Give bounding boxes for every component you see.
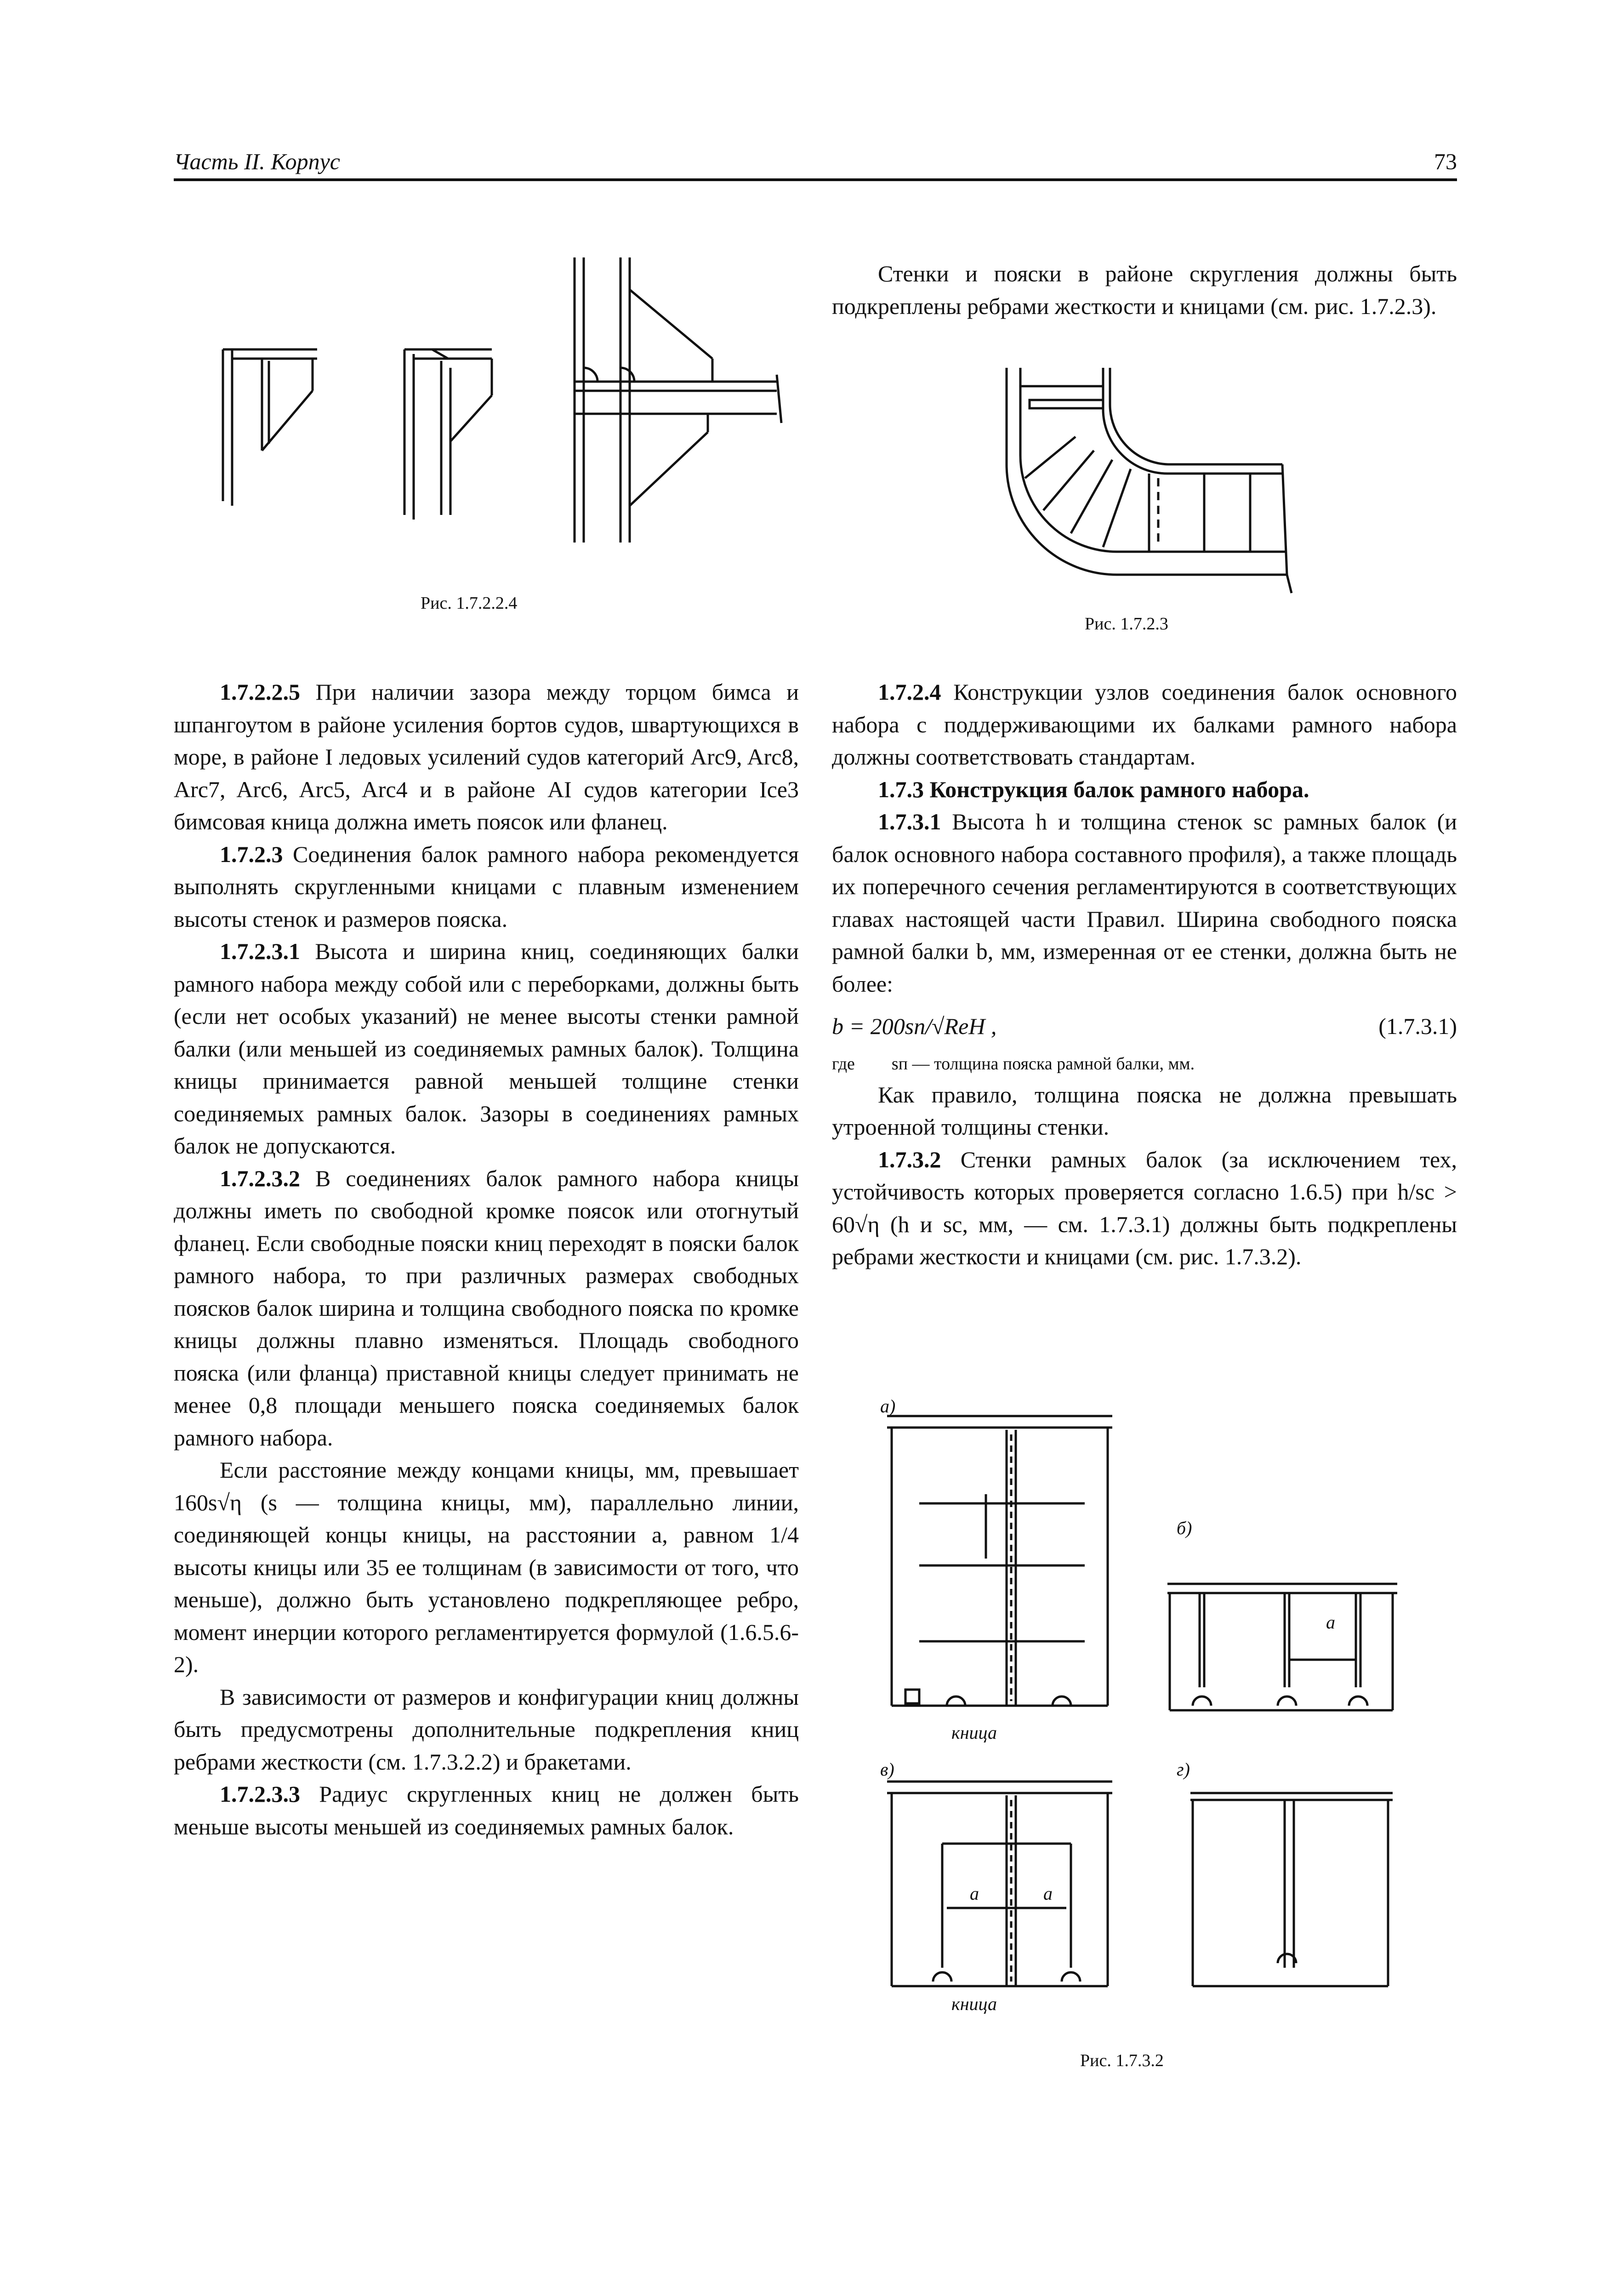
paragraph-1-7-2-3 [174, 838, 799, 936]
label-scheme-a: а) [880, 1396, 896, 1416]
left-column [174, 676, 799, 1843]
where-symbol: sп — [891, 1054, 930, 1074]
caption-fig-1-7-2-3: Рис. 1.7.2.3 [1085, 614, 1168, 634]
caption-fig-1-7-2-2-4: Рис. 1.7.2.2.4 [421, 594, 518, 613]
paragraph-flange-thickness: Как правило, толщина пояска не должна превышать утроенной толщины стенки. [832, 1081, 1457, 1140]
paragraph-1-7-2-3-3 [174, 1778, 799, 1843]
right-column-top [832, 257, 1457, 322]
formula-legend [832, 1049, 1457, 1079]
joint-1 [223, 349, 317, 506]
clause-text: Высота h и толщина стенок sс рамных балок (и балок основного набора составного профиля), а также площадь их поперечного сечения регламентируются в соответствующих главах настоящей части Правил. Ширина свободного пояска рамной балки b, мм, измеренная от ее стенки, должна быть не более: [832, 809, 1457, 997]
scheme-g [1190, 1793, 1393, 1986]
paragraph-additional-stiffening: В зависимости от размеров и конфигурации книц должны быть предусмотрены дополнительные подкрепления книц ребрами жесткости (см. 1.7.3.2.2) и бракетами. [174, 1684, 799, 1775]
label-dim-a-b: а [1326, 1612, 1335, 1633]
paragraph-stiffening-rib: Если расстояние между концами кницы, мм, превышает 160s√η (s — толщина кницы, мм), параллельно линии, соединяющей концы кницы, на расстоянии a, равном 1/4 высоты кницы или 35 ее толщинам (в зависимости от того, что меньше), должно быть установлено подкрепляющее ребро, момент инерции которого регламентируется формулой (1.6.5.6-2). [174, 1457, 799, 1677]
joint-2 [404, 349, 492, 520]
clause-number: 1.7.3.2 [878, 1146, 941, 1172]
caption-fig-1-7-3-2: Рис. 1.7.3.2 [1080, 2051, 1164, 2070]
where-word: где [832, 1054, 855, 1074]
scheme-b [1167, 1584, 1397, 1710]
clause-number: 1.7.2.3.2 [220, 1165, 300, 1191]
label-scheme-g: г) [1177, 1759, 1190, 1780]
paragraph-1-7-2-3-2 [174, 1162, 799, 1454]
clause-number: 1.7.2.3.1 [220, 938, 300, 964]
clause-number: 1.7.2.3 [220, 841, 283, 867]
label-knitsa-v: кница [951, 1993, 997, 2014]
label-knitsa-a: кница [951, 1722, 997, 1743]
figure-rounded-corner [993, 359, 1305, 598]
label-dim-a-v-right: а [1043, 1883, 1053, 1904]
clause-number: 1.7.2.3.3 [220, 1781, 300, 1807]
scheme-a [887, 1416, 1112, 1706]
heading-1-7-3: 1.7.3 Конструкция балок рамного набора. [878, 776, 1309, 802]
paragraph-1-7-3-2 [832, 1143, 1457, 1273]
where-text: толщина пояска рамной балки, мм. [934, 1054, 1195, 1074]
running-header [174, 146, 1457, 181]
paragraph-1-7-2-4 [832, 676, 1457, 773]
header-section: Часть II. Корпус [174, 148, 340, 174]
label-dim-a-v-left: а [970, 1883, 979, 1904]
clause-text: В соединениях балок рамного набора кницы должны иметь по свободной кромке поясок или отогнутый фланец. Если свободные пояски книц переходят в пояски балок рамного набора, то при различных размерах свободных поясков балок ширина и толщина свободного пояска по кромке кницы должны плавно изменяться. Площадь свободного пояска (или фланца) приставной кницы следует принимать не менее 0,8 площади меньшего пояска соединяемых балок рамного набора. [174, 1165, 799, 1451]
joint-3 [575, 257, 781, 543]
clause-text: При наличии зазора между торцом бимса и шпангоутом в районе усиления бортов судов, швартующихся в море, в районе I ледовых усилений судов категорий Arc9, Arc8, Arc7, Arc6, Arc5, Arc4 и в районе AI судов категории Ice3 бимсовая кница должна иметь поясок или фланец. [174, 679, 799, 834]
formula-expression: b = 200sп/√ReH , [832, 1013, 997, 1039]
right-column [832, 676, 1457, 1273]
formula-1-7-3-1 [832, 1010, 1457, 1043]
figure-bracket-joints [198, 257, 809, 561]
paragraph-round-stiffening: Стенки и пояски в районе скругления должны быть подкреплены ребрами жесткости и кницами (см. рис. 1.7.2.3). [832, 261, 1457, 319]
paragraph-1-7-2-2-5 [174, 676, 799, 838]
label-scheme-v: в) [880, 1759, 894, 1780]
paragraph-1-7-3-1 [832, 805, 1457, 1000]
formula-number: (1.7.3.1) [1378, 1013, 1457, 1039]
clause-number: 1.7.2.2.5 [220, 679, 300, 705]
figure-stiffening-schemes [878, 1402, 1429, 2028]
scheme-v [887, 1782, 1112, 1986]
clause-text: Радиус скругленных книц не должен быть меньше высоты меньшей из соединяемых рамных балок. [174, 1781, 799, 1839]
label-scheme-b: б) [1177, 1518, 1192, 1538]
clause-text: Высота и ширина книц, соединяющих балки рамного набора между собой или с переборками, должны быть (если нет особых указаний) не менее высоты стенки рамной балки (или меньшей из соединяемых рамных балок). Толщина кницы принимается равной меньшей толщине стенки соединяемых рамных балок. Зазоры в соединениях рамных балок не допускаются. [174, 938, 799, 1159]
clause-number: 1.7.3.1 [878, 809, 941, 834]
clause-text: Конструкции узлов соединения балок основного набора с поддерживающими их балками рамного набора должны соответствовать стандартам. [832, 679, 1457, 770]
clause-text: Стенки рамных балок (за исключением тех, устойчивость которых проверяется согласно 1.6.5) при h/sc > 60√η (h и sc, мм, — см. 1.7.3.1) должны быть подкреплены ребрами жесткости и кницами (см. рис. 1.7.3.2). [832, 1146, 1457, 1269]
paragraph-1-7-2-3-1 [174, 935, 799, 1162]
clause-number: 1.7.2.4 [878, 679, 941, 705]
page-number: 73 [1434, 148, 1457, 174]
clause-text: Соединения балок рамного набора рекомендуется выполнять скругленными кницами с плавным изменением высоты стенок и размеров пояска. [174, 841, 799, 932]
